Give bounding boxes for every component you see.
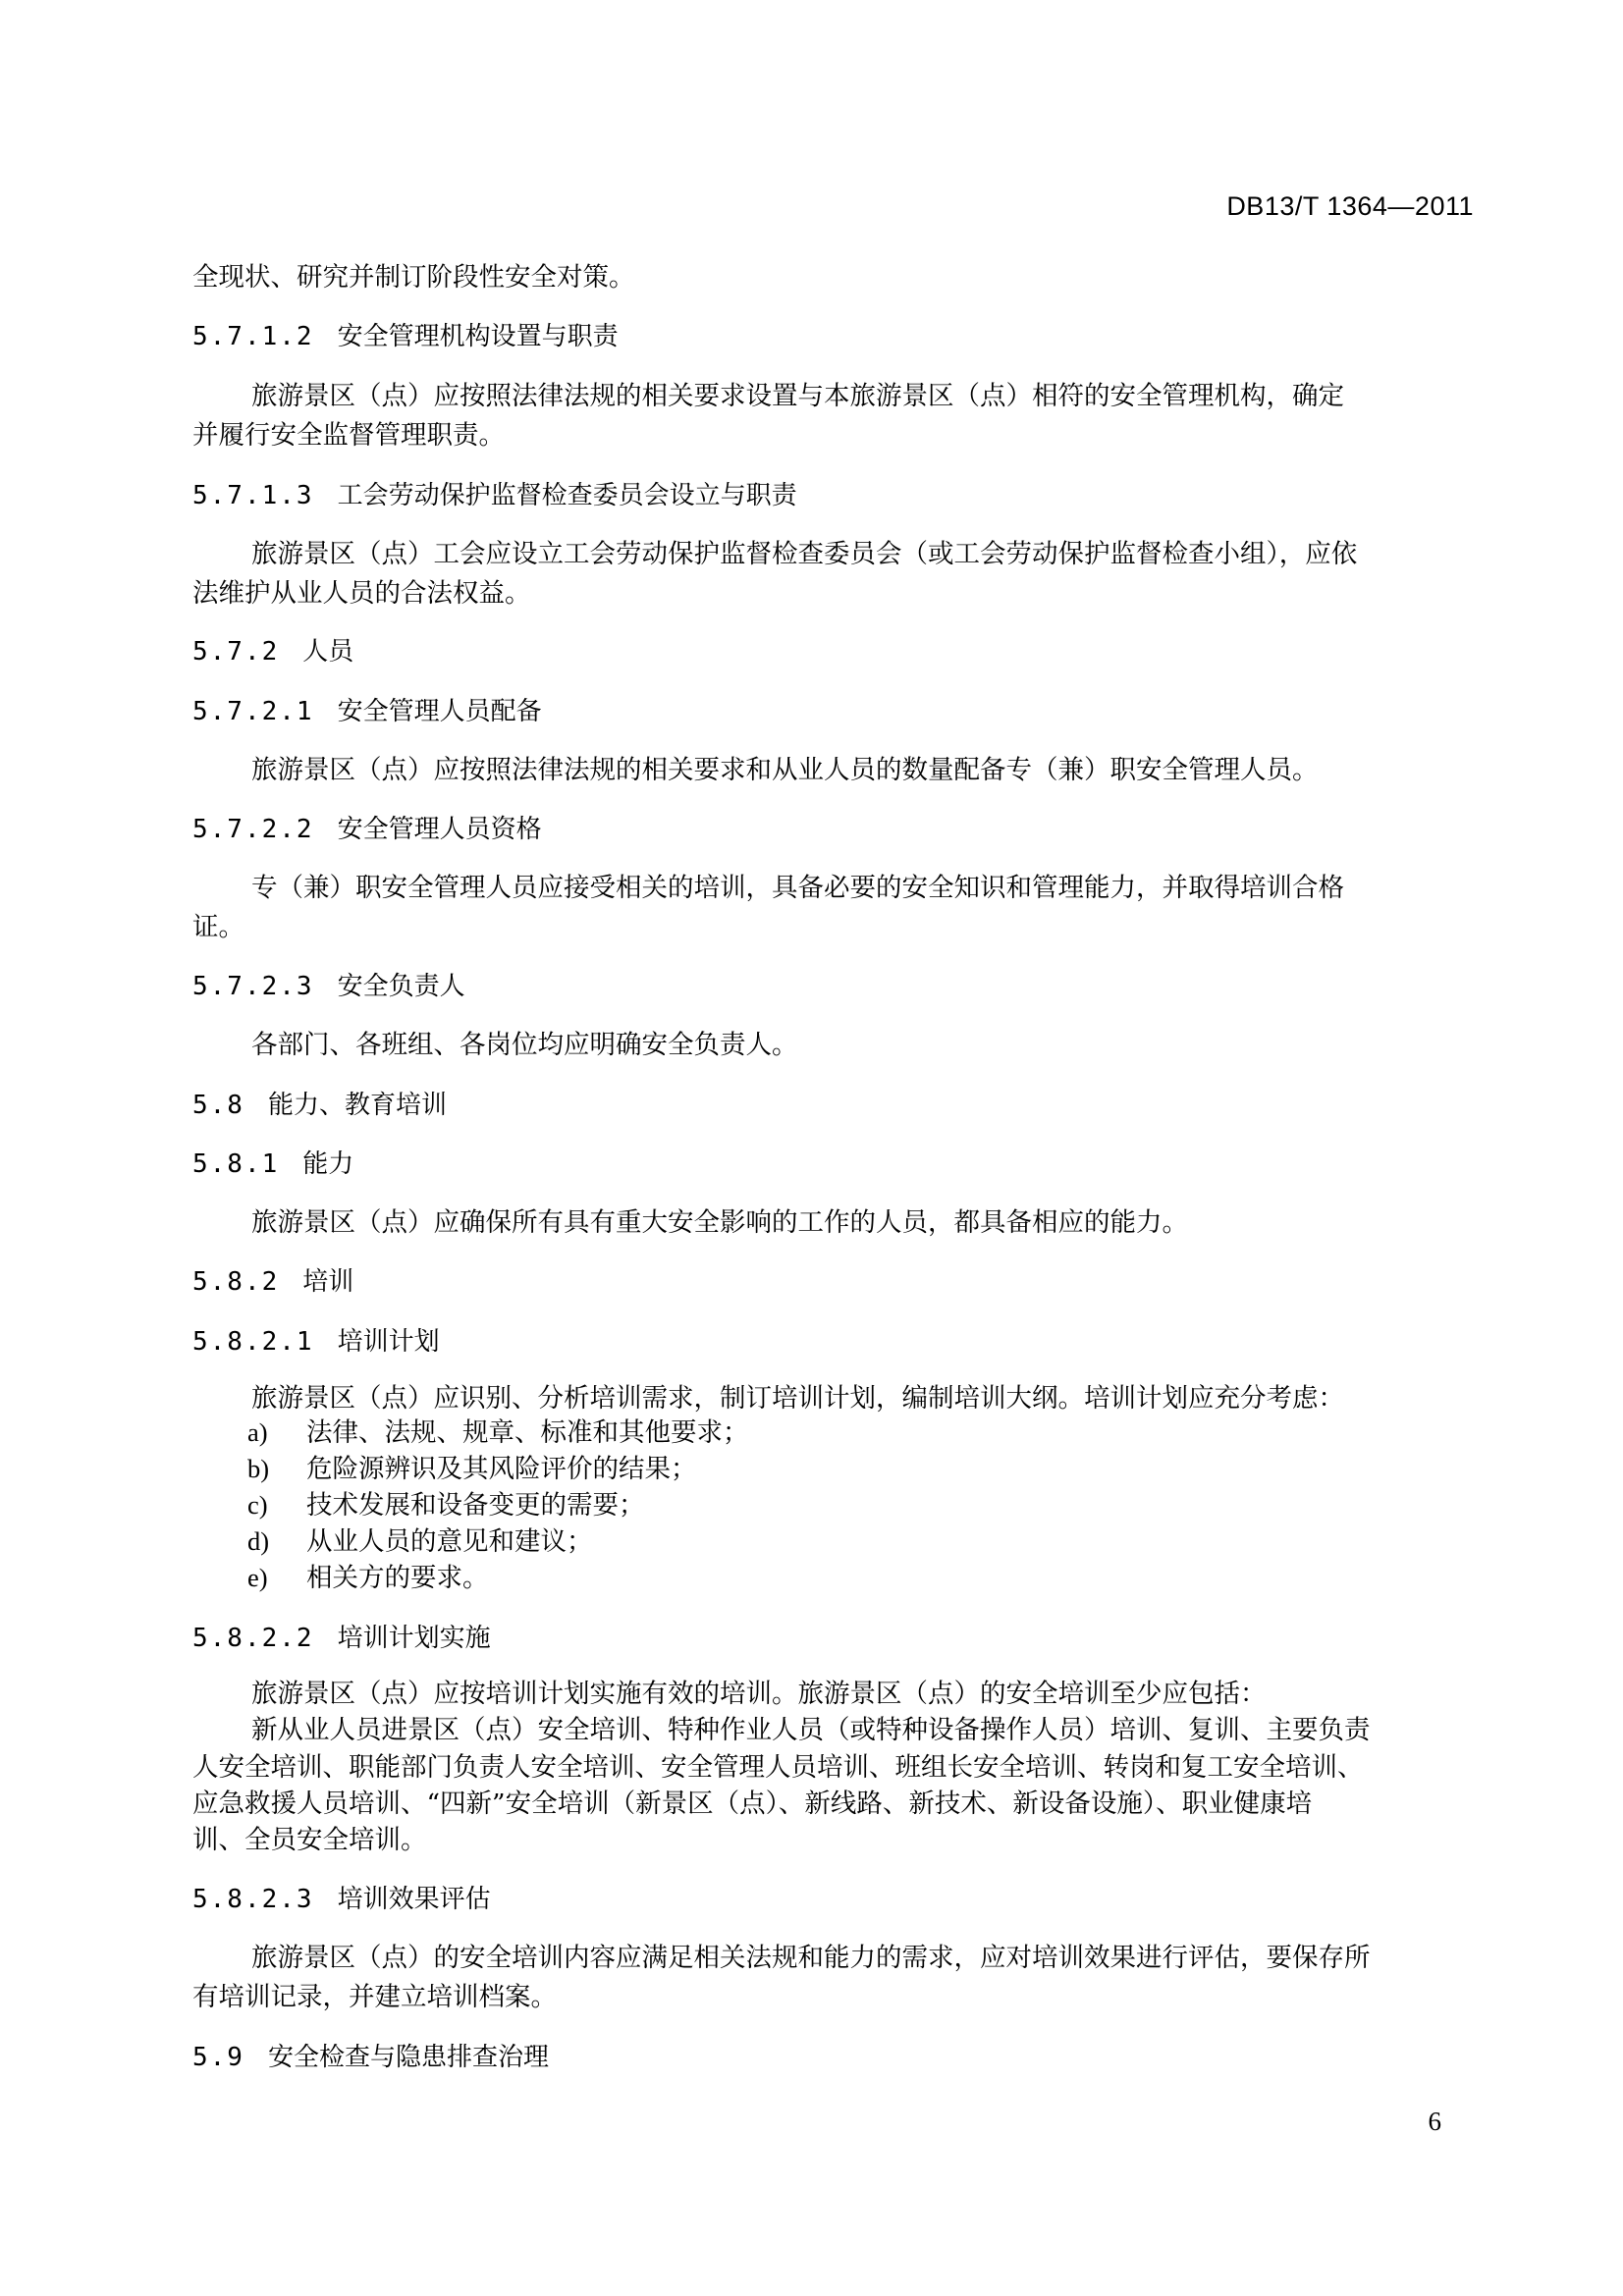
paragraph: 旅游景区（点）工会应设立工会劳动保护监督检查委员会（或工会劳动保护监督检查小组），应依 xyxy=(251,539,1358,569)
paragraph-continuation: 证。 xyxy=(192,912,244,942)
heading-5-7-1-3 xyxy=(192,477,1472,514)
heading-5-8 xyxy=(192,1087,1472,1124)
paragraph-continuation: 有培训记录，并建立培训档案。 xyxy=(192,1982,557,2012)
heading-5-7-2-3 xyxy=(192,968,1472,1005)
section-title: 培训计划实施 xyxy=(337,1624,491,1653)
heading-5-7-2-1 xyxy=(192,693,1472,730)
heading-5-7-2 xyxy=(192,633,1472,670)
paragraph: 旅游景区（点）应确保所有具有重大安全影响的工作的人员，都具备相应的能力。 xyxy=(251,1207,1188,1238)
paragraph: 旅游景区（点）应按培训计划实施有效的培训。旅游景区（点）的安全培训至少应包括： xyxy=(251,1679,1267,1709)
heading-5-8-2 xyxy=(192,1263,1472,1301)
paragraph: 旅游景区（点）应按照法律法规的相关要求和从业人员的数量配备专（兼）职安全管理人员。 xyxy=(251,755,1319,785)
paragraph: 旅游景区（点）应按照法律法规的相关要求设置与本旅游景区（点）相符的安全管理机构，确定 xyxy=(251,381,1344,411)
list-marker: e) xyxy=(247,1563,268,1592)
list-item-text: 法律、法规、规章、标准和其他要求； xyxy=(306,1417,749,1448)
paragraph: 旅游景区（点）的安全培训内容应满足相关法规和能力的需求，应对培训效果进行评估，要保存所 xyxy=(251,1943,1371,1973)
list-item xyxy=(247,1488,645,1522)
paragraph: 新从业人员进景区（点）安全培训、特种作业人员（或特种设备操作人员）培训、复训、主要负责 xyxy=(251,1715,1371,1745)
section-number: 5.7.1.3 xyxy=(192,481,314,510)
section-number: 5.8.2.1 xyxy=(192,1327,314,1357)
section-number: 5.9 xyxy=(192,2043,244,2072)
list-item-text: 技术发展和设备变更的需要； xyxy=(306,1490,645,1521)
list-item xyxy=(247,1524,593,1559)
section-number: 5.7.2.2 xyxy=(192,815,314,844)
paragraph-continuation: 法维护从业人员的合法权益。 xyxy=(192,578,531,609)
list-marker: a) xyxy=(247,1417,268,1447)
section-number: 5.7.2 xyxy=(192,637,280,667)
paragraph-continuation: 并履行安全监督管理职责。 xyxy=(192,420,505,451)
section-title: 培训 xyxy=(302,1267,354,1297)
list-item xyxy=(247,1452,697,1486)
paragraph: 专（兼）职安全管理人员应接受相关的培训，具备必要的安全知识和管理能力，并取得培训合格 xyxy=(251,873,1344,903)
section-title: 能力、教育培训 xyxy=(267,1091,447,1120)
section-title: 安全管理人员资格 xyxy=(337,815,542,844)
paragraph: 旅游景区（点）应识别、分析培训需求，制订培训计划，编制培训大纲。培训计划应充分考虑： xyxy=(251,1383,1344,1414)
list-marker: d) xyxy=(247,1526,270,1556)
list-item xyxy=(247,1415,749,1450)
section-number: 5.8 xyxy=(192,1091,244,1120)
list-item-text: 相关方的要求。 xyxy=(306,1563,489,1593)
paragraph: 各部门、各班组、各岗位均应明确安全负责人。 xyxy=(251,1030,798,1060)
list-marker: b) xyxy=(247,1454,270,1483)
list-item-text: 危险源辨识及其风险评价的结果； xyxy=(306,1454,697,1484)
section-number: 5.8.2.3 xyxy=(192,1885,314,1914)
section-title: 安全检查与隐患排查治理 xyxy=(267,2043,549,2072)
page-number: 6 xyxy=(1428,2107,1441,2136)
list-item-text: 从业人员的意见和建议； xyxy=(306,1526,593,1557)
section-title: 人员 xyxy=(302,637,354,667)
heading-5-7-1-2 xyxy=(192,318,1472,355)
list-item xyxy=(247,1561,489,1595)
section-title: 工会劳动保护监督检查委员会设立与职责 xyxy=(337,481,797,510)
section-title: 培训效果评估 xyxy=(337,1885,491,1914)
section-title: 安全管理人员配备 xyxy=(337,697,542,726)
heading-5-8-2-1 xyxy=(192,1323,1472,1361)
paragraph-continuation: 训、全员安全培训。 xyxy=(192,1825,427,1855)
section-title: 安全管理机构设置与职责 xyxy=(337,322,619,351)
section-title: 培训计划 xyxy=(337,1327,440,1357)
paragraph: 全现状、研究并制订阶段性安全对策。 xyxy=(192,262,635,293)
document-code: DB13/T 1364—2011 xyxy=(1226,191,1474,221)
section-number: 5.7.1.2 xyxy=(192,322,314,351)
section-number: 5.8.1 xyxy=(192,1149,280,1179)
heading-5-9 xyxy=(192,2039,1472,2076)
section-number: 5.8.2.2 xyxy=(192,1624,314,1653)
section-number: 5.7.2.1 xyxy=(192,697,314,726)
heading-5-8-2-3 xyxy=(192,1881,1472,1918)
list-marker: c) xyxy=(247,1490,268,1520)
heading-5-8-2-2 xyxy=(192,1620,1472,1657)
section-number: 5.7.2.3 xyxy=(192,972,314,1001)
heading-5-7-2-2 xyxy=(192,811,1472,848)
paragraph-continuation: 应急救援人员培训、“四新”安全培训（新景区（点）、新线路、新技术、新设备设施）、职业健康培 xyxy=(192,1789,1313,1819)
paragraph-continuation: 人安全培训、职能部门负责人安全培训、安全管理人员培训、班组长安全培训、转岗和复工安全培训、 xyxy=(192,1752,1364,1783)
section-number: 5.8.2 xyxy=(192,1267,280,1297)
section-title: 能力 xyxy=(302,1149,354,1179)
heading-5-8-1 xyxy=(192,1146,1472,1183)
section-title: 安全负责人 xyxy=(337,972,465,1001)
